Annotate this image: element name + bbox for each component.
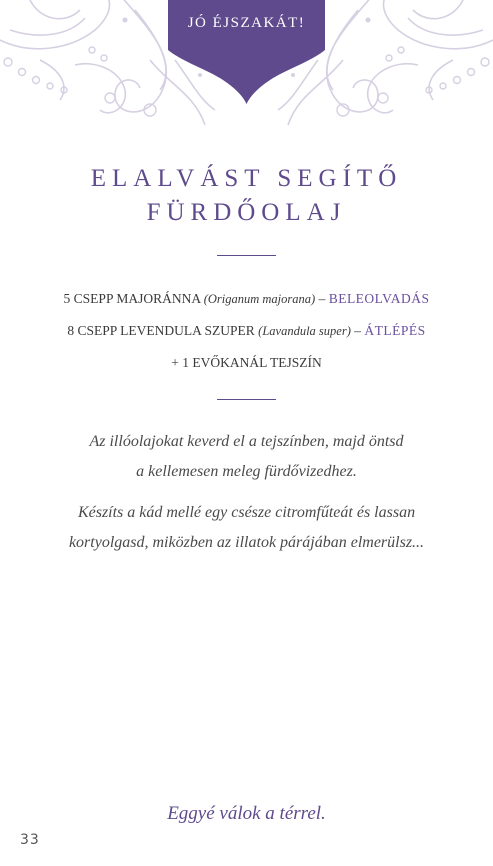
recipe-separator: – xyxy=(350,323,365,338)
recipe-effect: BELEOLVADÁS xyxy=(328,291,430,306)
recipe-list xyxy=(0,283,493,378)
page-number: 33 xyxy=(20,832,40,848)
instruction-paragraph-1 xyxy=(0,427,493,487)
instruction-line: a kellemesen meleg fürdővizedhez. xyxy=(136,463,357,480)
recipe-effect: ÁTLÉPÉS xyxy=(364,323,426,338)
instruction-line: Az illóolajokat keverd el a tejszínben, majd öntsd xyxy=(89,433,404,450)
footer-quote: Eggyé válok a térrel. xyxy=(167,803,326,824)
instruction-paragraph-2 xyxy=(0,498,493,558)
page-title-line-2: FÜRDŐOLAJ xyxy=(146,199,347,226)
page-title-line-1: ELALVÁST SEGÍTŐ xyxy=(90,165,403,192)
recipe-separator: – xyxy=(315,291,329,306)
page-title xyxy=(0,162,493,230)
recipe-extra: + 1 EVŐKANÁL TEJSZÍN xyxy=(171,355,322,370)
recipe-amount: 8 CSEPP LEVENDULA SZUPER xyxy=(67,323,259,338)
divider-bottom xyxy=(217,399,276,400)
recipe-item xyxy=(0,315,493,347)
recipe-latin-name: (Lavandula super) xyxy=(258,324,351,338)
instruction-line: Készíts a kád mellé egy csésze citromfűteát és lassan xyxy=(77,504,416,521)
divider-top xyxy=(217,255,276,256)
recipe-latin-name: (Origanum majorana) xyxy=(203,292,316,306)
badge-label: JÓ ÉJSZAKÁT! xyxy=(187,15,306,31)
recipe-item xyxy=(0,283,493,315)
recipe-amount: 5 CSEPP MAJORÁNNA xyxy=(63,291,204,306)
instruction-line: kortyolgasd, miközben az illatok párájában elmerülsz... xyxy=(68,534,425,551)
